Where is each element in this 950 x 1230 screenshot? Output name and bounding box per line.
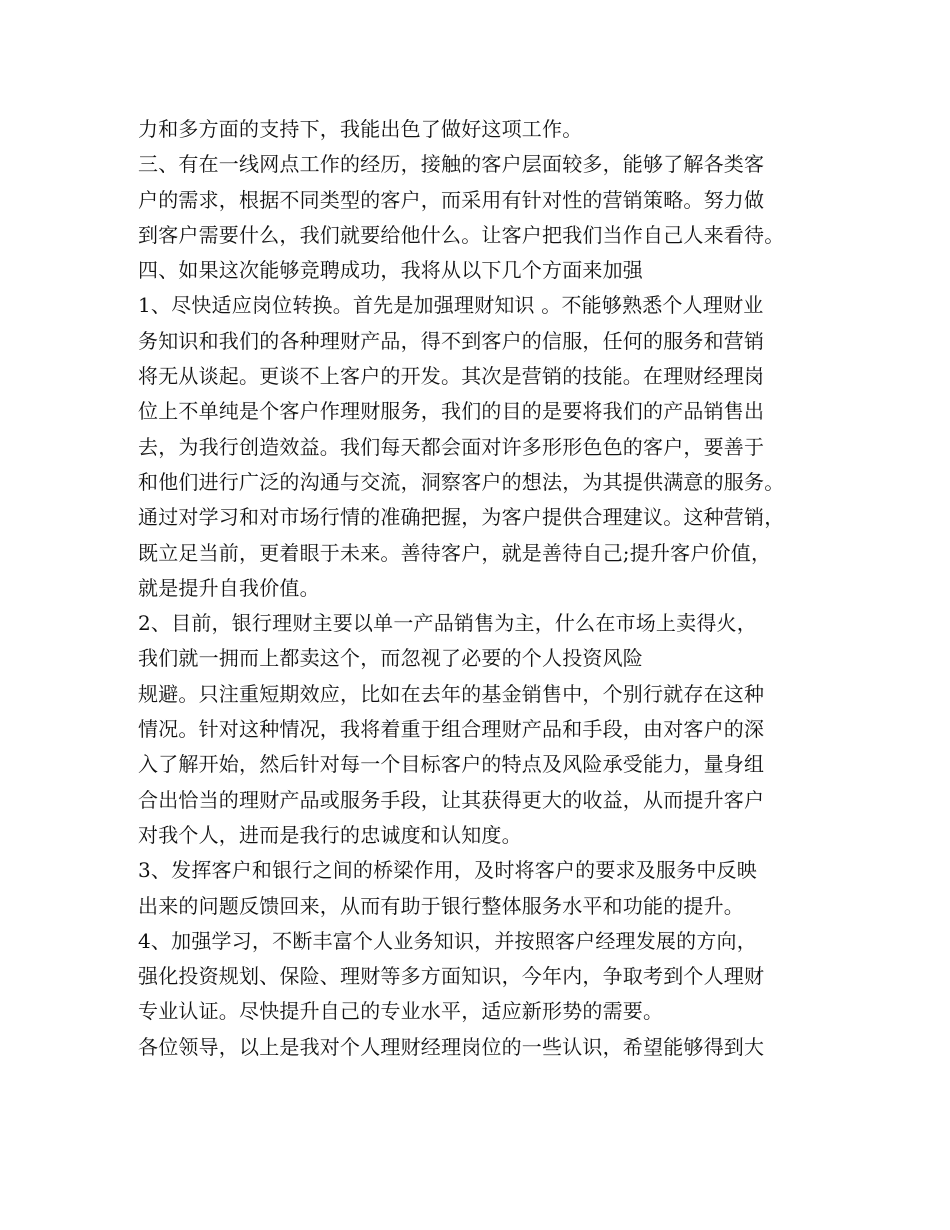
text-line: 4、加强学习，不断丰富个人业务知识，并按照客户经理发展的方向， — [138, 928, 757, 953]
text-line: 到客户需要什么，我们就要给他什么。让客户把我们当作自己人来看待。 — [138, 222, 785, 247]
text-line: 就是提升自我价值。 — [138, 575, 320, 600]
text-line: 1、尽快适应岗位转换。首先是加强理财知识 。不能够熟悉个人理财业 — [138, 293, 764, 318]
text-line: 务知识和我们的各种理财产品，得不到客户的信服，任何的服务和营销 — [138, 328, 765, 353]
text-line: 情况。针对这种情况，我将着重于组合理财产品和手段，由对客户的深 — [138, 717, 765, 742]
text-line: 我们就一拥而上都卖这个，而忽视了必要的个人投资风险 — [138, 646, 643, 671]
text-line: 入了解开始，然后针对每一个目标客户的特点及风险承受能力，量身组 — [138, 752, 765, 777]
text-line: 2、目前，银行理财主要以单一产品销售为主，什么在市场上卖得火， — [138, 611, 757, 636]
text-line: 将无从谈起。更谈不上客户的开发。其次是营销的技能。在理财经理岗 — [138, 364, 765, 389]
text-line: 3、发挥客户和银行之间的桥梁作用，及时将客户的要求及服务中反映 — [138, 858, 757, 883]
text-line: 去，为我行创造效益。我们每天都会面对许多形形色色的客户，要善于 — [138, 434, 765, 459]
text-line: 和他们进行广泛的沟通与交流，洞察客户的想法，为其提供满意的服务。 — [138, 469, 785, 494]
text-line: 四、如果这次能够竞聘成功，我将从以下几个方面来加强 — [138, 258, 643, 283]
text-line: 规避。只注重短期效应，比如在去年的基金销售中，个别行就存在这种 — [138, 681, 765, 706]
text-line: 三、有在一线网点工作的经历，接触的客户层面较多，能够了解各类客 — [138, 152, 765, 177]
text-line: 强化投资规划、保险、理财等多方面知识，今年内，争取考到个人理财 — [138, 964, 765, 989]
text-line: 力和多方面的支持下，我能出色了做好这项工作。 — [138, 117, 583, 141]
text-line: 合出恰当的理财产品或服务手段，让其获得更大的收益，从而提升客户 — [138, 787, 765, 812]
text-line: 各位领导，以上是我对个人理财经理岗位的一些认识，希望能够得到大 — [138, 1034, 765, 1059]
text-line: 对我个人，进而是我行的忠诚度和认知度。 — [138, 822, 522, 847]
text-line: 位上不单纯是个客户作理财服务，我们的目的是要将我们的产品销售出 — [138, 399, 765, 424]
text-line: 专业认证。尽快提升自己的专业水平，适应新形势的需要。 — [138, 999, 664, 1024]
text-line: 户的需求，根据不同类型的客户，而采用有针对性的营销策略。努力做 — [138, 187, 765, 212]
document-body — [138, 112, 828, 1065]
text-line: 既立足当前，更着眼于未来。善待客户，就是善待自己;提升客户价值， — [138, 540, 772, 565]
text-line: 出来的问题反馈回来，从而有助于银行整体服务水平和功能的提升。 — [138, 893, 744, 918]
text-line: 通过对学习和对市场行情的准确把握，为客户提供合理建议。这种营销， — [138, 505, 785, 530]
